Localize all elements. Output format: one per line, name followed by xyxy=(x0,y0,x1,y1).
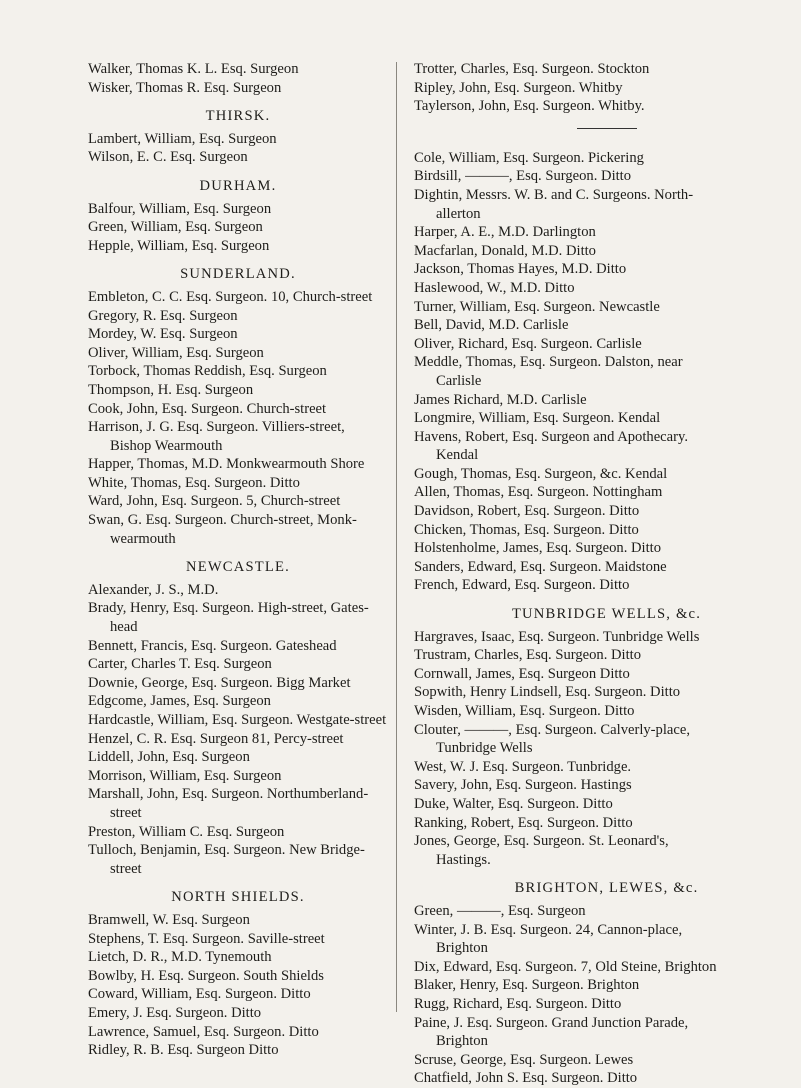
list-item xyxy=(414,335,799,354)
entry-text: Hardcastle, William, Esq. Surgeon. Westgate-street xyxy=(88,712,387,728)
entry-text: Henzel, C. R. Esq. Surgeon 81, Percy-street xyxy=(88,730,344,747)
list-item xyxy=(88,400,388,419)
entry-text: Embleton, C. C. Esq. Surgeon. 10, Church-street xyxy=(88,288,373,305)
list-item xyxy=(88,581,388,600)
entry-text: Cook, John, Esq. Surgeon. Church-street xyxy=(88,400,327,417)
list-item xyxy=(88,1023,388,1042)
list-item xyxy=(88,455,388,474)
entry-text: Green, ———, Esq. Surgeon xyxy=(414,902,586,919)
entry-text: Dix, Edward, Esq. Surgeon. 7, Old Steine, Brighton xyxy=(414,958,717,975)
entry-text: Tulloch, Benjamin, Esq. Surgeon. New Bridge- xyxy=(88,842,365,859)
entry-text: Bell, David, M.D. Carlisle xyxy=(414,317,569,334)
section-heading: SUNDERLAND. xyxy=(180,266,296,283)
entry-text: Clouter, ———, Esq. Surgeon. Calverly-place, xyxy=(414,721,690,738)
entry-text: Lambert, William, Esq. Surgeon xyxy=(88,130,277,147)
list-item xyxy=(414,298,799,317)
list-item xyxy=(414,921,799,958)
list-item xyxy=(88,1041,388,1060)
list-item xyxy=(414,279,799,298)
list-item xyxy=(88,79,388,98)
section xyxy=(88,558,388,878)
entry-text: James Richard, M.D. Carlisle xyxy=(414,391,587,408)
entry-text: Preston, William C. Esq. Surgeon xyxy=(88,823,285,840)
entry-text: Sanders, Edward, Esq. Surgeon. Maidstone xyxy=(414,558,667,575)
list-item xyxy=(414,502,799,521)
entry-text: Ripley, John, Esq. Surgeon. Whitby xyxy=(414,79,623,96)
separator-rule xyxy=(577,128,637,129)
section-heading: DURHAM. xyxy=(199,177,277,194)
list-item xyxy=(88,1004,388,1023)
list-item xyxy=(88,237,388,256)
list-item xyxy=(88,599,388,636)
list-item xyxy=(414,465,799,484)
list-item xyxy=(414,776,799,795)
entry-continuation: Kendal xyxy=(436,447,479,464)
entry-text: Birdsill, ———, Esq. Surgeon. Ditto xyxy=(414,168,632,185)
list-item xyxy=(414,521,799,540)
entry-text: Green, William, Esq. Surgeon xyxy=(88,219,263,236)
section xyxy=(88,60,388,97)
list-item xyxy=(414,1051,799,1070)
list-item xyxy=(88,200,388,219)
section xyxy=(88,107,388,167)
list-item xyxy=(88,985,388,1004)
list-item xyxy=(414,428,799,465)
list-item xyxy=(88,60,388,79)
list-item xyxy=(414,260,799,279)
entry-text: Rugg, Richard, Esq. Surgeon. Ditto xyxy=(414,995,622,1012)
list-item xyxy=(414,242,799,261)
entry-text: Jones, George, Esq. Surgeon. St. Leonard's, xyxy=(414,833,669,850)
entry-continuation: street xyxy=(110,804,142,821)
entry-text: Torbock, Thomas Reddish, Esq. Surgeon xyxy=(88,363,327,380)
list-item xyxy=(414,958,799,977)
list-item xyxy=(414,186,799,223)
entry-text: Wisker, Thomas R. Esq. Surgeon xyxy=(88,79,282,96)
list-item xyxy=(88,967,388,986)
entry-text: Liddell, John, Esq. Surgeon xyxy=(88,749,250,766)
entry-text: Hargraves, Isaac, Esq. Surgeon. Tunbridge Wells xyxy=(414,628,700,645)
entry-text: Lietch, D. R., M.D. Tynemouth xyxy=(88,949,272,966)
entry-continuation: Bishop Wearmouth xyxy=(110,437,223,454)
entry-text: Dightin, Messrs. W. B. and C. Surgeons. North- xyxy=(414,186,694,203)
entry-continuation: Carlisle xyxy=(436,372,482,389)
right-column xyxy=(414,60,799,1088)
section-heading: BRIGHTON, LEWES, &c. xyxy=(514,880,699,897)
list-item xyxy=(88,767,388,786)
entry-text: Chatfield, John S. Esq. Surgeon. Ditto xyxy=(414,1070,638,1087)
entry-continuation: Brighton xyxy=(436,940,488,957)
entry-continuation: head xyxy=(110,619,138,636)
entry-text: Swan, G. Esq. Surgeon. Church-street, Monk- xyxy=(88,512,357,529)
entry-text: Allen, Thomas, Esq. Surgeon. Nottingham xyxy=(414,484,663,501)
entry-text: French, Edward, Esq. Surgeon. Ditto xyxy=(414,577,630,594)
list-item xyxy=(414,316,799,335)
section xyxy=(414,143,799,595)
entry-text: Paine, J. Esq. Surgeon. Grand Junction Parade, xyxy=(414,1014,689,1031)
entry-continuation: wearmouth xyxy=(110,530,176,547)
entry-text: Wilson, E. C. Esq. Surgeon xyxy=(88,149,248,166)
list-item xyxy=(88,711,388,730)
list-item xyxy=(414,149,799,168)
list-item xyxy=(88,823,388,842)
section xyxy=(88,265,388,548)
entry-continuation: street xyxy=(110,860,142,877)
list-item xyxy=(88,381,388,400)
list-item xyxy=(414,628,799,647)
entry-text: Happer, Thomas, M.D. Monkwearmouth Shore xyxy=(88,456,365,473)
entry-text: Trotter, Charles, Esq. Surgeon. Stockton xyxy=(414,61,650,77)
section-heading: TUNBRIDGE WELLS, &c. xyxy=(511,606,702,623)
entry-text: Stephens, T. Esq. Surgeon. Saville-street xyxy=(88,930,325,947)
list-item xyxy=(414,1014,799,1051)
list-item xyxy=(88,344,388,363)
entry-continuation: Hastings. xyxy=(436,851,491,868)
list-item xyxy=(414,353,799,390)
list-item xyxy=(414,758,799,777)
list-item xyxy=(88,474,388,493)
entry-text: Havens, Robert, Esq. Surgeon and Apothecary. xyxy=(414,428,688,445)
list-item xyxy=(414,721,799,758)
entry-text: Meddle, Thomas, Esq. Surgeon. Dalston, near xyxy=(414,354,683,371)
entry-text: Bramwell, W. Esq. Surgeon xyxy=(88,911,250,928)
entry-text: Harrison, J. G. Esq. Surgeon. Villiers-street, xyxy=(88,419,345,436)
list-item xyxy=(88,362,388,381)
list-item xyxy=(414,167,799,186)
entry-text: Bowlby, H. Esq. Surgeon. South Shields xyxy=(88,967,324,984)
entry-text: Holstenholme, James, Esq. Surgeon. Ditto xyxy=(414,540,661,557)
entry-text: Walker, Thomas K. L. Esq. Surgeon xyxy=(88,61,299,77)
entry-text: Scruse, George, Esq. Surgeon. Lewes xyxy=(414,1051,634,1068)
entry-text: Sopwith, Henry Lindsell, Esq. Surgeon. Ditto xyxy=(414,684,681,701)
list-item xyxy=(88,218,388,237)
entry-text: Hepple, William, Esq. Surgeon xyxy=(88,237,270,254)
list-item xyxy=(414,1069,799,1088)
list-item xyxy=(88,325,388,344)
entry-continuation: Brighton xyxy=(436,1033,488,1050)
entry-text: Emery, J. Esq. Surgeon. Ditto xyxy=(88,1004,262,1021)
list-item xyxy=(414,79,799,98)
entry-text: Winter, J. B. Esq. Surgeon. 24, Cannon-place, xyxy=(414,921,683,938)
list-item xyxy=(414,483,799,502)
entry-text: West, W. J. Esq. Surgeon. Tunbridge. xyxy=(414,758,632,775)
entry-text: Longmire, William, Esq. Surgeon. Kendal xyxy=(414,410,661,427)
entry-text: Downie, George, Esq. Surgeon. Bigg Market xyxy=(88,674,351,691)
section xyxy=(414,60,799,129)
entry-text: White, Thomas, Esq. Surgeon. Ditto xyxy=(88,474,300,491)
entry-text: Carter, Charles T. Esq. Surgeon xyxy=(88,656,272,673)
list-item xyxy=(88,841,388,878)
entry-text: Oliver, William, Esq. Surgeon xyxy=(88,344,264,361)
list-item xyxy=(88,911,388,930)
entry-text: Wisden, William, Esq. Surgeon. Ditto xyxy=(414,703,635,719)
list-item xyxy=(414,795,799,814)
list-item xyxy=(414,976,799,995)
section-heading: NEWCASTLE. xyxy=(185,559,290,576)
list-item xyxy=(88,785,388,822)
entry-text: Edgcome, James, Esq. Surgeon xyxy=(88,693,271,710)
list-item xyxy=(88,637,388,656)
entry-text: Savery, John, Esq. Surgeon. Hastings xyxy=(414,777,632,794)
entry-text: Brady, Henry, Esq. Surgeon. High-street, Gates- xyxy=(88,600,369,617)
list-item xyxy=(88,492,388,511)
entry-text: Lawrence, Samuel, Esq. Surgeon. Ditto xyxy=(88,1023,319,1040)
list-item xyxy=(414,539,799,558)
column-divider xyxy=(396,62,397,1012)
list-item xyxy=(414,409,799,428)
entry-text: Trustram, Charles, Esq. Surgeon. Ditto xyxy=(414,647,642,664)
list-item xyxy=(88,130,388,149)
list-item xyxy=(414,97,799,116)
entry-text: Alexander, J. S., M.D. xyxy=(88,581,219,598)
entry-text: Bennett, Francis, Esq. Surgeon. Gateshead xyxy=(88,637,337,654)
entry-text: Haslewood, W., M.D. Ditto xyxy=(414,279,575,296)
list-item xyxy=(414,60,799,79)
list-item xyxy=(88,930,388,949)
entry-text: Gough, Thomas, Esq. Surgeon, &c. Kendal xyxy=(414,465,668,482)
entry-text: Blaker, Henry, Esq. Surgeon. Brighton xyxy=(414,977,640,994)
list-item xyxy=(414,702,799,721)
entry-text: Cornwall, James, Esq. Surgeon Ditto xyxy=(414,665,630,682)
list-item xyxy=(88,655,388,674)
entry-text: Cole, William, Esq. Surgeon. Pickering xyxy=(414,149,644,166)
list-item xyxy=(414,814,799,833)
entry-text: Macfarlan, Donald, M.D. Ditto xyxy=(414,242,596,259)
entry-continuation: allerton xyxy=(436,205,481,222)
list-item xyxy=(414,902,799,921)
list-item xyxy=(88,748,388,767)
list-item xyxy=(88,674,388,693)
entry-text: Davidson, Robert, Esq. Surgeon. Ditto xyxy=(414,503,640,520)
entry-text: Jackson, Thomas Hayes, M.D. Ditto xyxy=(414,261,627,278)
section xyxy=(414,605,799,869)
entry-text: Ward, John, Esq. Surgeon. 5, Church-street xyxy=(88,493,341,510)
list-item xyxy=(88,148,388,167)
list-item xyxy=(414,683,799,702)
entry-text: Oliver, Richard, Esq. Surgeon. Carlisle xyxy=(414,335,642,352)
entry-text: Morrison, William, Esq. Surgeon xyxy=(88,767,282,784)
list-item xyxy=(88,418,388,455)
entry-text: Gregory, R. Esq. Surgeon xyxy=(88,307,238,324)
list-item xyxy=(88,511,388,548)
entry-text: Chicken, Thomas, Esq. Surgeon. Ditto xyxy=(414,521,639,538)
list-item xyxy=(414,646,799,665)
list-item xyxy=(414,665,799,684)
list-item xyxy=(414,391,799,410)
list-item xyxy=(414,558,799,577)
entry-text: Harper, A. E., M.D. Darlington xyxy=(414,224,596,241)
entry-text: Ranking, Robert, Esq. Surgeon. Ditto xyxy=(414,814,633,831)
entry-text: Turner, William, Esq. Surgeon. Newcastle xyxy=(414,298,660,315)
list-item xyxy=(88,288,388,307)
list-item xyxy=(414,995,799,1014)
section xyxy=(414,879,799,1088)
entry-text: Balfour, William, Esq. Surgeon xyxy=(88,200,272,217)
entry-text: Taylerson, John, Esq. Surgeon. Whitby. xyxy=(414,98,645,115)
list-item xyxy=(414,832,799,869)
section-heading: NORTH SHIELDS. xyxy=(171,889,305,906)
entry-text: Mordey, W. Esq. Surgeon xyxy=(88,326,238,343)
entry-continuation: Tunbridge Wells xyxy=(436,740,533,757)
entry-text: Duke, Walter, Esq. Surgeon. Ditto xyxy=(414,795,613,812)
entry-text: Ridley, R. B. Esq. Surgeon Ditto xyxy=(88,1042,279,1059)
section xyxy=(88,177,388,255)
list-item xyxy=(88,692,388,711)
list-item xyxy=(88,948,388,967)
list-item xyxy=(88,307,388,326)
left-column xyxy=(88,60,388,1060)
entry-text: Thompson, H. Esq. Surgeon xyxy=(88,381,254,398)
section xyxy=(88,888,388,1059)
list-item xyxy=(88,730,388,749)
list-item xyxy=(414,223,799,242)
entry-text: Coward, William, Esq. Surgeon. Ditto xyxy=(88,986,311,1003)
list-item xyxy=(414,576,799,595)
section-heading: THIRSK. xyxy=(205,108,271,125)
entry-text: Marshall, John, Esq. Surgeon. Northumberland- xyxy=(88,786,369,803)
